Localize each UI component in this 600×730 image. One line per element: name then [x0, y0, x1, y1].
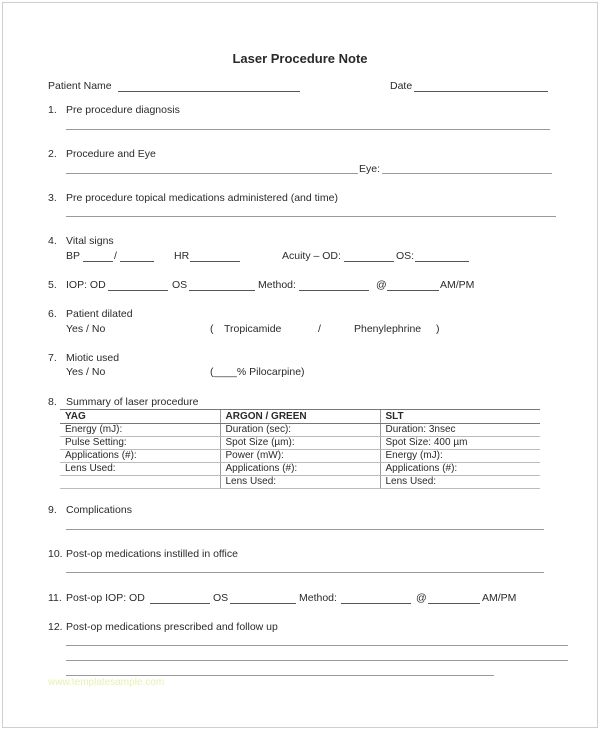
pilocarpine-field[interactable]: (____% Pilocarpine) [210, 366, 305, 378]
patient-name-label: Patient Name [48, 80, 112, 92]
date-label: Date [390, 80, 413, 92]
item-number: 8. [48, 396, 57, 408]
postop-iop-od-label: Post-op IOP: OD [66, 592, 145, 604]
table-row [60, 437, 540, 450]
postop-iop-os-field[interactable] [230, 603, 296, 604]
acuity-os-field[interactable] [415, 261, 469, 262]
table-cell[interactable]: Energy (mJ): [60, 424, 220, 437]
dilated-yes-no[interactable]: Yes / No [66, 323, 106, 335]
diagnosis-field[interactable] [66, 129, 550, 130]
postop-iop-od-field[interactable] [150, 603, 210, 604]
postop-at-label: @ [416, 592, 427, 604]
table-cell[interactable]: Energy (mJ): [380, 450, 540, 463]
patient-name-field[interactable] [118, 91, 300, 92]
table-cell[interactable]: Power (mW): [220, 450, 380, 463]
page-title: Laser Procedure Note [232, 51, 368, 66]
item-number: 11. [48, 592, 62, 604]
iop-os-label: OS [172, 279, 188, 291]
item-label-complications: Complications [66, 504, 132, 516]
procedure-field[interactable] [66, 173, 358, 174]
table-row [60, 463, 540, 476]
item-number: 3. [48, 192, 57, 204]
table-cell[interactable]: Applications (#): [380, 463, 540, 476]
acuity-od-field[interactable] [344, 261, 394, 262]
item-number: 4. [48, 235, 57, 247]
item-number: 9. [48, 504, 57, 516]
item-label-postop-instilled: Post-op medications instilled in office [66, 548, 238, 560]
postop-instilled-field[interactable] [66, 572, 544, 573]
table-cell[interactable]: Lens Used: [380, 476, 540, 489]
postop-prescribed-field-2[interactable] [66, 660, 568, 661]
bp-label: BP [66, 250, 81, 262]
acuity-od-label: Acuity – OD: [282, 250, 341, 262]
item-label-summary: Summary of laser procedure [66, 396, 199, 408]
table-cell[interactable] [60, 476, 220, 489]
iop-method-label: Method: [258, 279, 296, 291]
column-header-yag: YAG [60, 410, 220, 424]
table-cell[interactable]: Duration: 3nsec [380, 424, 540, 437]
bp-systolic-field[interactable] [83, 261, 113, 262]
column-header-argon: ARGON / GREEN [220, 410, 380, 424]
table-cell[interactable]: Pulse Setting: [60, 437, 220, 450]
table-cell[interactable]: Duration (sec): [220, 424, 380, 437]
iop-ampm-label: AM/PM [440, 279, 475, 291]
item-label-medications: Pre procedure topical medications administered (and time) [66, 192, 338, 204]
table-cell[interactable]: Applications (#): [220, 463, 380, 476]
complications-field[interactable] [66, 529, 544, 530]
bp-diastolic-field[interactable] [120, 261, 154, 262]
iop-method-field[interactable] [299, 290, 369, 291]
phenylephrine-option[interactable]: Phenylephrine [354, 323, 422, 335]
postop-time-field[interactable] [428, 603, 480, 604]
postop-ampm-label: AM/PM [482, 592, 517, 604]
postop-iop-os-label: OS [213, 592, 229, 604]
item-number: 12. [48, 621, 63, 633]
acuity-os-label: OS: [396, 250, 415, 262]
laser-summary-table [60, 409, 540, 489]
table-cell[interactable]: Spot Size: 400 µm [380, 437, 540, 450]
iop-od-field[interactable] [108, 290, 168, 291]
eye-label: Eye: [359, 163, 381, 175]
postop-method-field[interactable] [341, 603, 411, 604]
item-label-postop-prescribed: Post-op medications prescribed and follow up [66, 621, 278, 633]
column-header-slt: SLT [380, 410, 540, 424]
table-header-row [60, 410, 540, 424]
table-row [60, 476, 540, 489]
table-cell[interactable]: Lens Used: [60, 463, 220, 476]
dilated-paren-open: ( [210, 323, 214, 335]
eye-field[interactable] [382, 173, 552, 174]
postop-prescribed-field-1[interactable] [66, 645, 568, 646]
dilated-paren-close: ) [436, 323, 440, 335]
dilated-slash: / [318, 323, 321, 335]
table-cell[interactable]: Spot Size (µm): [220, 437, 380, 450]
tropicamide-option[interactable]: Tropicamide [224, 323, 282, 335]
postop-method-label: Method: [299, 592, 337, 604]
item-number: 10. [48, 548, 63, 560]
bp-slash: / [114, 250, 117, 262]
item-number: 2. [48, 148, 57, 160]
table-cell[interactable]: Lens Used: [220, 476, 380, 489]
hr-label: HR [174, 250, 190, 262]
table-cell[interactable]: Applications (#): [60, 450, 220, 463]
item-number: 7. [48, 352, 57, 364]
item-number: 6. [48, 308, 57, 320]
item-label-procedure: Procedure and Eye [66, 148, 156, 160]
hr-field[interactable] [190, 261, 240, 262]
iop-os-field[interactable] [189, 290, 255, 291]
iop-od-label: IOP: OD [66, 279, 106, 291]
table-row [60, 450, 540, 463]
date-field[interactable] [414, 91, 548, 92]
miotic-yes-no[interactable]: Yes / No [66, 366, 106, 378]
item-label-diagnosis: Pre procedure diagnosis [66, 104, 180, 116]
iop-time-field[interactable] [387, 290, 439, 291]
item-number: 5. [48, 279, 57, 291]
table-row [60, 424, 540, 437]
item-number: 1. [48, 104, 57, 116]
iop-at-label: @ [376, 279, 387, 291]
postop-prescribed-field-3[interactable] [66, 675, 494, 676]
item-label-miotic: Miotic used [66, 352, 120, 364]
item-label-dilated: Patient dilated [66, 308, 133, 320]
watermark-text: www.templatesample.com [48, 677, 165, 688]
medications-field[interactable] [66, 216, 556, 217]
item-label-vitals: Vital signs [66, 235, 114, 247]
